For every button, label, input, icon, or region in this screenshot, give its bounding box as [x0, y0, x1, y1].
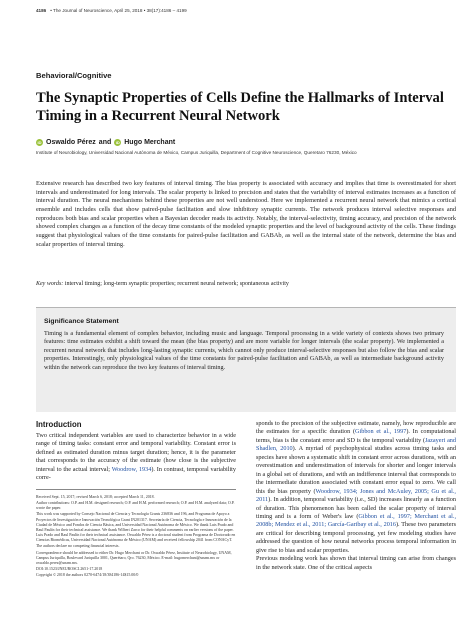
- author-line: [36, 139, 456, 146]
- citation-link[interactable]: Woodrow, 1934; Jones and McAuley, 2005; Gu et al., 2011: [256, 487, 456, 504]
- footnote-doi[interactable]: DOI:10.1523/JNEUROSCI.2651-17.2018: [36, 566, 103, 572]
- footnotes: [36, 494, 236, 578]
- citation-link[interactable]: Woodrow, 1934: [111, 465, 152, 473]
- citation-link[interactable]: Jazayeri and Shadlen, 2010: [256, 436, 456, 453]
- footnote-received: Received Sept. 15, 2017; revised March 6, 2018; accepted March 11, 2018.: [36, 493, 155, 499]
- keywords-label: Key words:: [36, 281, 64, 287]
- footnote-funding: This work was supported by Consejo Nacional de Ciencia y Tecnología Grants 236836 and 196, and Programa de Apoyo a Proyectos de Investigación e Innovación Tecnológica Grant IN201317. Secretaría de Ciencia, Tecnología e Innovación de la Ciudad de México and Fondos de Ciencia Básica, and Universidad Nacional Autónoma de México. We thank Luis Prado and Raul Paulín for their technical assistance. We thank Wilbert Zarco for their helpful comments on earlier versions of the paper. Luis Prado and Raul Paulín for their technical assistance. Oswaldo Pérez is a doctoral student from Programa de Doctorado en Ciencias Biomédicas, Universidad Nacional Autónoma de México (UNAM) and received fellowship 2041 from CONACyT.: [36, 511, 236, 543]
- introduction-paragraph-continued: [256, 420, 456, 572]
- footnote-conflicts: The authors declare no competing financial interests.: [36, 543, 120, 549]
- footnote-contributions: Author contributions: O.P. and H.M. designed research; O.P. and H.M. performed research; O.P. and H.M. analyzed data; O.P. wrote the paper.: [36, 499, 235, 511]
- page-title: The Synaptic Properties of Cells Define the Hallmarks of Interval Timing in a Recurrent Neural Network: [36, 90, 444, 124]
- orcid-icon[interactable]: iD: [115, 140, 120, 145]
- footnote-correspondence: Correspondence should be addressed to either Dr. Hugo Merchant or Dr. Oswaldo Pérez, Institute of Neurobiology, UNAM, Campus Juriquilla, Boulevard Juriquilla 3001, Querétaro, Qro. 76230, México. E-mail: hugomerchant@unam.mx or oswaldo.perez@unam.mx.: [36, 549, 232, 565]
- body-text-run: ). A myriad of psychophysical studies across timing tasks and species have shown a systematic shift in constant error across durations, with an overestimation and underestimation of intervals for shorter and longer intervals in a global set of durations, and with an indifference interval that corresponds to the intermediate duration associated with constant error equal to zero. We call this the bias property (: [256, 445, 456, 495]
- body-text-run: ). In computational terms, bias is the constant error and SD is the temporal variability (: [256, 428, 456, 444]
- author-name[interactable]: Oswaldo Pérez: [46, 139, 96, 146]
- author-name[interactable]: Hugo Merchant: [124, 139, 176, 146]
- orcid-icon[interactable]: iD: [37, 140, 42, 145]
- body-text-run: ). In contrast, temporal variability corre-: [36, 465, 236, 482]
- running-head: [36, 8, 456, 13]
- body-text-run: sponds to the precision of the subjective estimate, namely, how reproducible are the estimates for a specific duration (: [256, 420, 456, 436]
- body-text-run: Previous modeling work has shown that interval timing can arise from changes in the network state. One of the critical aspects: [256, 555, 456, 571]
- body-text-run: Two critical independent variables are used to characterize behavior in a wide range of timing tasks: constant error and temporal variability. Constant error is defined as estimated duration minus target duration; hence, it is the parameter that corresponds to the accuracy of the estimate (how close is the subjective interval to the actual interval;: [36, 432, 236, 473]
- author-separator: and: [98, 139, 112, 146]
- footnote-copyright: Copyright © 2018 the authors 0270-6474/18/384186-14$15.00/0: [36, 572, 139, 578]
- citation-link[interactable]: Gibbon et al., 1997: [355, 428, 407, 436]
- section-label: Behavioral/Cognitive: [36, 71, 112, 80]
- footnote-divider: [36, 489, 236, 490]
- page-number: 4186: [36, 8, 47, 13]
- introduction-heading: Introduction: [36, 420, 82, 429]
- right-column: [256, 420, 456, 572]
- body-text-run: ). These two parameters are critical for describing temporal processing, yet few modeling studies have addressed the question of how neural networks process temporal information in give rise to bias and scalar properties.: [256, 521, 456, 554]
- affiliation: Institute of Neurobiology, Universidad Nacional Autónoma de México, Campus Juriquilla, Department of Cognitive Neuroscience, Queretaro 76230, México: [36, 150, 357, 155]
- citation-link[interactable]: Gibbon et al., 1997; Merchant et al., 2008b; Mendez et al., 2011; García-Garibay et al., 2016: [256, 512, 456, 529]
- journal-citation: • The Journal of Neuroscience, April 25, 2018 • 38(17):4186 – 4199: [50, 8, 187, 13]
- significance-heading: Significance Statement: [44, 318, 119, 325]
- significance-statement-box: [36, 307, 456, 412]
- abstract: Extensive research has described two key features of interval timing. The bias property is associated with accuracy and implies that time is overestimated for short intervals and underestimated for long intervals. The scalar property is linked to precision and states that the variability of interval estimates increases as a function of interval duration. The neural mechanisms behind these properties are not well understood. Here we implemented a recurrent neural network that mimics a cortical ensemble and includes cells that show paired-pulse facilitation and slow inhibitory synaptic currents. The network produces interval selective responses and reproduces both bias and scalar properties when a Bayesian decoder reads its activity. Notably, the interval-selectivity, timing accuracy, and precision of the network showed complex changes as a function of the decay time constants of the modeled synaptic properties and the level of background activity of the cells. These findings suggest that physiological values of the time constants for paired-pulse facilitation and GABAb, as well as the internal state of the network, determine the bias and scalar properties of interval timing.: [36, 180, 456, 248]
- introduction-paragraph: [36, 432, 236, 483]
- keywords-text: interval timing; long-term synaptic properties; recurrent neural network; spontaneous activity: [64, 281, 289, 287]
- keywords: [36, 280, 456, 288]
- body-text-run: ). In addition, temporal variability (i.e., SD) increases linearly as a function of duration. This phenomenon has been called the scalar property of interval timing and is a form of Weber's law (: [256, 496, 456, 520]
- left-column: [36, 420, 236, 579]
- significance-text: Timing is a fundamental element of complex behavior, including music and language. Temporal processing in a wide variety of contexts shows two primary features: time estimates exhibit a shift toward the mean (the bias property) and are more variable for longer intervals (the scalar property). We implemented a recurrent neural network that includes long-lasting synaptic currents, which cannot only produce interval-selective responses but also follow the bias and scalar properties. Interestingly, only physiological values of the time constants for paired-pulse facilitation and GABAb, as well as intermediate background activity within the network can reproduce the two key features of interval timing.: [44, 330, 444, 371]
